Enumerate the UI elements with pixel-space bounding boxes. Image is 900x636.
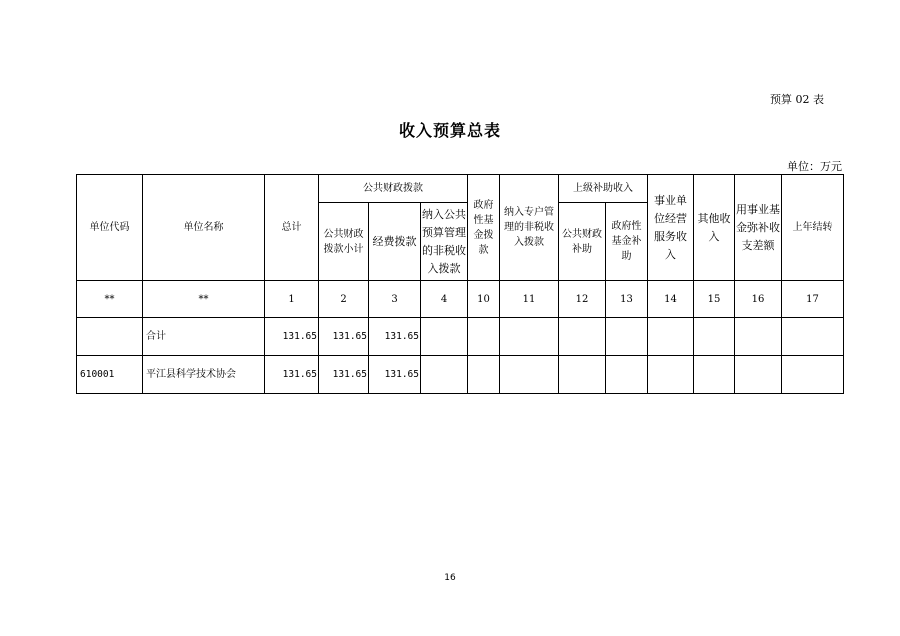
header-other-income: 其他收入: [694, 175, 735, 281]
empty-cell: [468, 356, 500, 394]
empty-cell: [782, 356, 844, 394]
form-number: 预算 02 表: [770, 93, 824, 106]
header-business-income: 事业单位经营服务收入: [648, 175, 694, 281]
row-unit-code: [77, 318, 143, 356]
empty-cell: [694, 356, 735, 394]
header-unit-code: 单位代码: [77, 175, 143, 281]
header-gov-fund: 政府性基金拨款: [468, 175, 500, 281]
empty-cell: [735, 356, 782, 394]
row-total: 131.65: [265, 318, 319, 356]
header-unit-name: 单位名称: [143, 175, 265, 281]
empty-cell: [421, 318, 468, 356]
header-public-finance-subsidy: 公共财政补助: [559, 203, 606, 281]
index-cell: 13: [606, 281, 648, 318]
index-cell: 10: [468, 281, 500, 318]
header-total: 总计: [265, 175, 319, 281]
page-title: 收入预算总表: [398, 121, 501, 140]
unit-label: 单位：万元: [787, 160, 842, 173]
empty-cell: [559, 318, 606, 356]
row-total: 131.65: [265, 356, 319, 394]
row-unit-name: 合计: [143, 318, 265, 356]
empty-cell: [782, 318, 844, 356]
index-cell: 12: [559, 281, 606, 318]
row-subtotal: 131.65: [319, 356, 369, 394]
empty-cell: [421, 356, 468, 394]
header-expense-allocation: 经费拨款: [369, 203, 421, 281]
index-cell: 15: [694, 281, 735, 318]
row-expense: 131.65: [369, 356, 421, 394]
index-cell: 1: [265, 281, 319, 318]
empty-cell: [606, 318, 648, 356]
header-row-1: [77, 175, 844, 203]
header-gov-fund-subsidy: 政府性基金补助: [606, 203, 648, 281]
empty-cell: [468, 318, 500, 356]
empty-cell: [648, 318, 694, 356]
header-public-finance: 公共财政拨款: [319, 175, 468, 203]
empty-cell: [606, 356, 648, 394]
index-cell: **: [143, 281, 265, 318]
index-cell: 4: [421, 281, 468, 318]
income-budget-table: [76, 174, 844, 394]
index-cell: 11: [500, 281, 559, 318]
row-subtotal: 131.65: [319, 318, 369, 356]
index-cell: 2: [319, 281, 369, 318]
empty-cell: [648, 356, 694, 394]
index-cell: 3: [369, 281, 421, 318]
row-unit-name: 平江县科学技术协会: [143, 356, 265, 394]
index-cell: 14: [648, 281, 694, 318]
empty-cell: [500, 318, 559, 356]
header-fund-make-up: 用事业基金弥补收支差额: [735, 175, 782, 281]
row-expense: 131.65: [369, 318, 421, 356]
row-unit-code: 610001: [77, 356, 143, 394]
empty-cell: [735, 318, 782, 356]
header-non-tax-special: 纳入专户管理的非税收入拨款: [500, 175, 559, 281]
index-cell: **: [77, 281, 143, 318]
empty-cell: [694, 318, 735, 356]
empty-cell: [500, 356, 559, 394]
header-public-finance-subtotal: 公共财政拨款小计: [319, 203, 369, 281]
empty-cell: [559, 356, 606, 394]
index-cell: 16: [735, 281, 782, 318]
header-non-tax-in-budget: 纳入公共预算管理的非税收入拨款: [421, 203, 468, 281]
index-row: [77, 281, 844, 318]
header-last-year-carryover: 上年结转: [782, 175, 844, 281]
header-superior-subsidy: 上级补助收入: [559, 175, 648, 203]
index-cell: 17: [782, 281, 844, 318]
table-row: [77, 356, 844, 394]
table-row: [77, 318, 844, 356]
page-number: 16: [444, 573, 456, 583]
